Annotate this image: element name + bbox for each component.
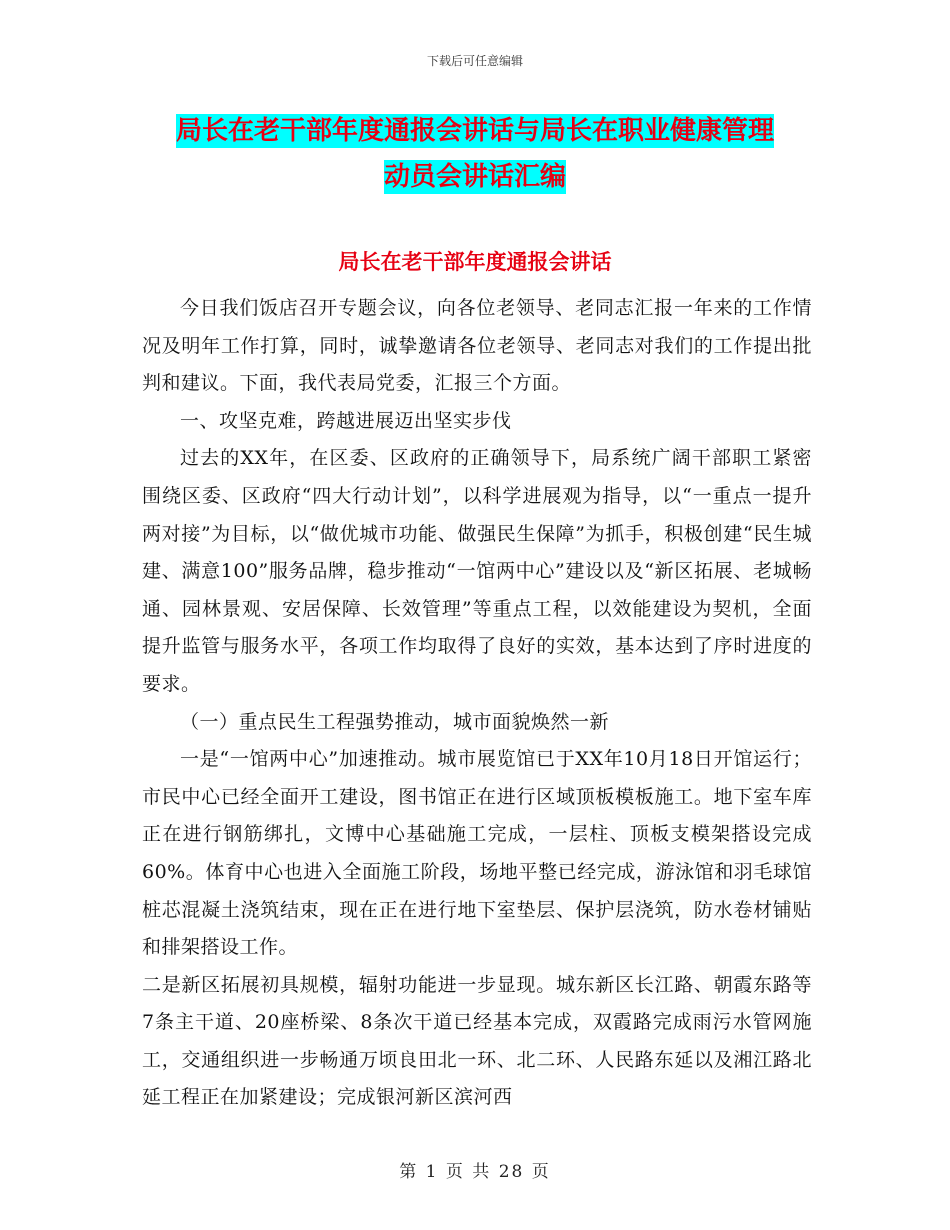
paragraph-subheading-1: （一）重点民生工程强势推动，城市面貌焕然一新 (180, 710, 610, 733)
paragraph-intro: 今日我们饭店召开专题会议，向各位老领导、老同志汇报一年来的工作情况及明年工作打算，同时，诚挚邀请各位老领导、老同志对我们的工作提出批判和建议。下面，我代表局党委，汇报三个方面。 (142, 297, 812, 395)
paragraph-item-2: 二是新区拓展初具规模，辐射功能进一步显现。城东新区长江路、朝霞东路等7条主干道、20座桥梁、8条次干道已经基本完成，双霞路完成雨污水管网施工，交通组织进一步畅通万顷良田北一环、北二环、人民路东延以及湘江路北延工程正在加紧建设；完成银河新区滨河西 (142, 973, 812, 1109)
paragraph-item-1: 一是“一馆两中心”加速推动。城市展览馆已于XX年10月18日开馆运行；市民中心已经全面开工建设，图书馆正在进行区域顶板模板施工。地下室车库正在进行钢筋绑扎，文博中心基础施工完成，一层柱、顶板支模架搭设完成60%。体育中心也进入全面施工阶段，场地平整已经完成，游泳馆和羽毛球馆桩芯混凝土浇筑结束，现在正在进行地下室垫层、保护层浇筑，防水卷材铺贴和排架搭设工作。 (142, 748, 812, 959)
document-title (130, 108, 820, 200)
paragraph-overview: 过去的XX年，在区委、区政府的正确领导下，局系统广阔干部职工紧密围绕区委、区政府“四大行动计划”，以科学进展观为指导，以“一重点一提升两对接”为目标，以“做优城市功能、做强民生保障”为抓手，积极创建“民生城建、满意100”服务品牌，稳步推动“一馆两中心”建设以及“新区拓展、老城畅通、园林景观、安居保障、长效管理”等重点工程，以效能建设为契机，全面提升监管与服务水平，各项工作均取得了良好的实效，基本达到了序时进度的要求。 (142, 447, 812, 695)
header-note: 下载后可任意编辑 (426, 54, 523, 68)
section-title: 局长在老干部年度通报会讲话 (338, 250, 612, 274)
title-line-2: 动员会讲话汇编 (383, 162, 566, 192)
page-number: 第 1 页 共 28 页 (399, 1162, 551, 1182)
title-line-1: 局长在老干部年度通报会讲话与局长在职业健康管理 (175, 116, 774, 146)
paragraph-heading-1: 一、攻坚克难，跨越进展迈出坚实步伐 (180, 409, 512, 432)
document-body (142, 290, 812, 1117)
